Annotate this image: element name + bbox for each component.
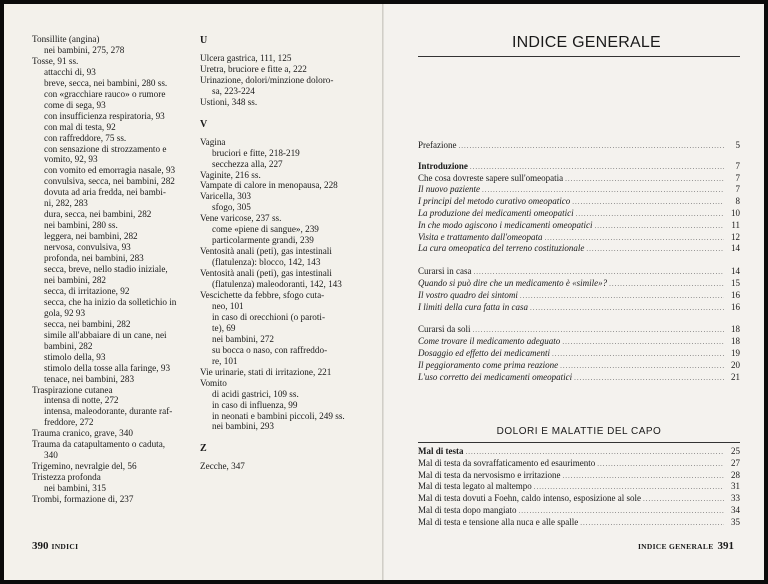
toc-page-number: 7 — [735, 184, 740, 195]
toc-entry-title: Curarsi in casa — [418, 266, 472, 277]
index-subentry: gola, 92 93 — [44, 307, 86, 318]
title-rule — [418, 56, 740, 57]
toc-row — [418, 517, 740, 529]
index-subentry: tenace, nei bambini, 283 — [44, 373, 135, 384]
index-letter-heading: U — [200, 35, 208, 46]
section-heading: DOLORI E MALATTIE DEL CAPO — [496, 426, 662, 437]
dot-leader — [545, 234, 725, 242]
toc-entry-title: Curarsi da soli — [418, 324, 471, 335]
toc-entry-title: Mal di testa da nervosismo e irritazione — [418, 469, 561, 480]
left-page — [4, 4, 382, 580]
index-subentry: su bocca o naso, con raffreddo- — [212, 344, 328, 355]
toc-row — [418, 196, 740, 208]
dot-leader — [466, 448, 725, 456]
toc-entry-title: Il nuovo paziente — [418, 184, 480, 195]
index-subentry: nei bambini, 272 — [212, 333, 275, 344]
toc-page-number: 14 — [731, 243, 740, 254]
index-subentry: attacchi di, 93 — [44, 66, 96, 77]
toc-page-number: 16 — [731, 301, 740, 312]
dot-leader — [560, 362, 724, 370]
section-rule — [418, 442, 740, 443]
dot-leader — [574, 374, 724, 382]
toc-row — [418, 505, 740, 517]
group-spacer — [418, 255, 740, 266]
index-subentry: dura, secca, nei bambini, 282 — [44, 209, 152, 220]
toc-row — [418, 278, 740, 290]
toc-entry-title: Mal di testa da sovraffaticamento ed esaurimento — [418, 457, 596, 468]
index-subentry: stimolo della, 93 — [44, 351, 106, 362]
right-folio — [638, 540, 734, 552]
dot-leader — [473, 326, 725, 334]
index-entry: Zecche, 347 — [200, 461, 245, 472]
index-entry: Trauma cranico, grave, 340 — [32, 428, 133, 439]
toc-row — [418, 360, 740, 372]
toc-row — [418, 372, 740, 384]
index-subentry: ni, 282, 283 — [44, 198, 88, 209]
toc-row — [418, 336, 740, 348]
index-entry: Vagina — [200, 136, 226, 147]
toc-row — [418, 290, 740, 302]
toc-page-number: 16 — [731, 289, 740, 300]
index-subentry: nei bambini, 315 — [44, 483, 107, 494]
toc-page-number: 12 — [731, 231, 740, 242]
dot-leader — [482, 186, 724, 194]
index-subentry: nei bambini, 282 — [44, 274, 107, 285]
toc-page-number: 33 — [731, 493, 740, 504]
dot-leader — [470, 163, 724, 171]
index-entry: Uretra, bruciore e fitte a, 222 — [200, 63, 307, 74]
index-subentry: secchezza alla, 227 — [212, 158, 283, 169]
toc-page-number: 5 — [735, 140, 740, 150]
index-entry: Ventosità anali (peti), gas intestinali — [200, 268, 332, 279]
index-subentry: te), 69 — [212, 322, 236, 333]
index-subentry: con vomito ed emorragia nasale, 93 — [44, 165, 176, 176]
section-list — [418, 446, 740, 529]
index-entry: Vene varicose, 237 ss. — [200, 213, 282, 224]
index-subentry: neo, 101 — [212, 300, 244, 311]
toc-row — [418, 173, 740, 185]
index-entry: Tristezza profonda — [32, 472, 101, 483]
toc-entry-title: Prefazione — [418, 140, 457, 150]
dot-leader — [530, 304, 724, 312]
index-subentry: profonda, nei bambini, 283 — [44, 253, 144, 264]
index-subentry: dovuta ad aria fredda, nei bambi- — [44, 187, 166, 198]
index-subentry: convulsiva, secca, nei bambini, 282 — [44, 176, 175, 187]
toc-entry-title: Visita e trattamento dall'omeopata — [418, 231, 543, 242]
toc-page-number: 35 — [731, 516, 740, 527]
dot-leader — [473, 268, 724, 276]
index-entry: Trigemino, nevralgie del, 56 — [32, 461, 137, 472]
index-subentry: stimolo della tosse alla faringe, 93 — [44, 362, 171, 373]
toc-page-number: 28 — [731, 469, 740, 480]
index-subentry: vomito, 92, 93 — [44, 154, 98, 165]
index-subentry: nei bambini, 293 — [212, 421, 275, 432]
toc-row — [418, 481, 740, 493]
toc-row — [418, 458, 740, 470]
index-subentry: nei bambini, 280 ss. — [44, 220, 118, 231]
index-subentry: con «gracchiare rauco» o rumore — [44, 88, 166, 99]
toc-entry-title: La cura omeopatica del terreno costituzionale — [418, 243, 585, 254]
index-subentry: freddore, 272 — [44, 417, 94, 428]
index-subentry: secca, nei bambini, 282 — [44, 318, 131, 329]
index-subentry: particolarmente grandi, 239 — [212, 235, 314, 246]
dot-leader — [562, 338, 724, 346]
toc-page-number: 18 — [731, 324, 740, 335]
toc-entry-title: Mal di testa dovuti a Foehn, caldo intenso, esposizione al sole — [418, 493, 641, 504]
index-subentry: con raffreddore, 75 ss. — [44, 132, 127, 143]
toc-entry-title: Mal di testa — [418, 446, 464, 456]
toc-entry-title: Dosaggio ed effetto dei medicamenti — [418, 347, 550, 358]
index-subentry: in caso di orecchioni (o paroti- — [212, 311, 326, 322]
index-subentry: secca, di irritazione, 92 — [44, 285, 130, 296]
toc-entry-title: Mal di testa legato al maltempo — [418, 481, 532, 492]
toc-row — [418, 140, 740, 152]
dot-leader — [534, 483, 724, 491]
toc-page-number: 15 — [731, 277, 740, 288]
index-entry: Vie urinarie, stati di irritazione, 221 — [200, 366, 332, 377]
index-entry: Vomito — [200, 377, 227, 388]
index-entry: Varicella, 303 — [200, 191, 252, 202]
index-subentry: nei bambini, 275, 278 — [44, 44, 125, 55]
index-letter-heading: V — [200, 118, 208, 130]
toc-page-number: 25 — [731, 446, 740, 456]
index-subentry: simile all'abbaiare di un cane, nei — [44, 329, 167, 340]
toc-list — [418, 140, 740, 383]
index-subentry: con mal di testa, 92 — [44, 121, 116, 132]
dot-leader — [597, 460, 724, 468]
index-subentry: intensa di notte, 272 — [44, 395, 119, 406]
index-entry: Vaginite, 216 ss. — [200, 169, 261, 180]
index-subentry: secca, breve, nello stadio iniziale, — [44, 264, 168, 275]
left-running-head: INDICI — [51, 542, 79, 551]
toc-row — [418, 302, 740, 314]
index-entry: Urinazione, dolori/minzione doloro- — [200, 74, 334, 85]
index-entry: Tosse, 91 ss. — [32, 55, 79, 66]
index-entry: Trombi, formazione di, 237 — [32, 494, 134, 505]
dot-leader — [518, 507, 724, 515]
dot-leader — [552, 350, 724, 358]
index-subentry: breve, secca, nei bambini, 280 ss. — [44, 77, 168, 88]
toc-page-number: 14 — [731, 266, 740, 277]
toc-row — [418, 161, 740, 173]
index-subentry: (flatulenza) maleodoranti, 142, 143 — [212, 279, 342, 290]
index-subentry: 340 — [44, 450, 58, 461]
dot-leader — [609, 280, 724, 288]
toc-title: INDICE GENERALE — [512, 34, 661, 51]
dot-leader — [562, 472, 724, 480]
index-subentry: con insufficienza respiratoria, 93 — [44, 110, 165, 121]
toc-entry-title: Che cosa dovreste sapere sull'omeopatia — [418, 172, 564, 183]
index-subentry: secca, che ha inizio da solletichio in — [44, 296, 177, 307]
toc-row — [418, 232, 740, 244]
index-entry: Ventosità anali (peti), gas intestinali — [200, 246, 332, 257]
toc-row — [418, 184, 740, 196]
index-letter-heading: Z — [200, 443, 207, 455]
toc-page-number: 7 — [735, 172, 740, 183]
group-spacer — [418, 152, 740, 161]
toc-page-number: 31 — [731, 481, 740, 492]
index-subentry: con sensazione di strozzamento e — [44, 143, 167, 154]
toc-page-number: 8 — [735, 196, 740, 207]
index-column-1 — [32, 34, 192, 505]
index-subentry: bambini, 282 — [44, 340, 93, 351]
toc-page-number: 18 — [731, 336, 740, 347]
index-column-2 — [200, 34, 360, 472]
toc-entry-title: Il vostro quadro dei sintomi — [418, 289, 518, 300]
toc-page-number: 27 — [731, 457, 740, 468]
toc-entry-title: Quando si può dire che un medicamento è «simile»? — [418, 277, 608, 288]
toc-row — [418, 470, 740, 482]
toc-row — [418, 208, 740, 220]
index-subentry: come di sega, 93 — [44, 99, 106, 110]
index-subentry: sa, 223-224 — [212, 85, 255, 96]
dot-leader — [580, 519, 724, 527]
toc-entry-title: Mal di testa e tensione alla nuca e alle spalle — [418, 516, 579, 527]
index-entry: Ustioni, 348 ss. — [200, 96, 258, 107]
dot-leader — [565, 175, 724, 183]
index-subentry: come «piene di sangue», 239 — [212, 224, 319, 235]
index-entry: Ulcera gastrica, 111, 125 — [200, 52, 292, 63]
dot-leader — [572, 198, 724, 206]
dot-leader — [458, 142, 724, 150]
toc-page-number: 19 — [731, 347, 740, 358]
toc-entry-title: I limiti della cura fatta in casa — [418, 301, 528, 312]
index-subentry: (flatulenza): blocco, 142, 143 — [212, 257, 321, 268]
index-subentry: sfogo, 305 — [212, 202, 251, 213]
toc-page-number: 21 — [731, 371, 740, 382]
index-entry: Vampate di calore in menopausa, 228 — [200, 180, 338, 191]
group-spacer — [418, 313, 740, 324]
toc-page-number: 7 — [735, 160, 740, 171]
toc-row — [418, 348, 740, 360]
left-page-number: 390 — [32, 540, 49, 552]
toc-entry-title: La produzione dei medicamenti omeopatici — [418, 207, 574, 218]
toc-page-number: 11 — [731, 219, 740, 230]
toc-row — [418, 220, 740, 232]
index-subentry: nervosa, convulsiva, 93 — [44, 242, 131, 253]
toc-entry-title: Mal di testa dopo mangiato — [418, 504, 517, 515]
index-entry: Trauma da catapultamento o caduta, — [32, 439, 166, 450]
dot-leader — [643, 495, 724, 503]
dot-leader — [520, 292, 724, 300]
index-subentry: intensa, maleodorante, durante raf- — [44, 406, 173, 417]
index-subentry: in caso di influenza, 99 — [212, 399, 298, 410]
toc-row — [418, 446, 740, 458]
toc-row — [418, 266, 740, 278]
index-subentry: in neonati e bambini piccoli, 249 ss. — [212, 410, 345, 421]
dot-leader — [576, 210, 724, 218]
toc-page-number: 20 — [731, 359, 740, 370]
left-folio — [32, 540, 78, 552]
toc-row — [418, 324, 740, 336]
toc-row — [418, 243, 740, 255]
dot-leader — [594, 222, 724, 230]
toc-entry-title: L'uso corretto dei medicamenti omeopatici — [418, 371, 573, 382]
index-entry: Traspirazione cutanea — [32, 384, 113, 395]
toc-entry-title: Introduzione — [418, 160, 468, 171]
toc-entry-title: In che modo agiscono i medicamenti omeopatici — [418, 219, 593, 230]
dot-leader — [586, 245, 724, 253]
toc-page-number: 34 — [731, 504, 740, 515]
index-subentry: leggera, nei bambini, 282 — [44, 231, 138, 242]
index-entry: Tonsillite (angina) — [32, 34, 100, 44]
toc-page-number: 10 — [731, 207, 740, 218]
right-page — [384, 4, 764, 580]
right-page-number: 391 — [717, 540, 734, 552]
index-entry: Vescichette da febbre, sfogo cuta- — [200, 290, 325, 301]
toc-row — [418, 493, 740, 505]
toc-entry-title: Come trovare il medicamento adeguato — [418, 336, 561, 347]
index-subentry: re, 101 — [212, 355, 238, 366]
index-subentry: di acidi gastrici, 109 ss. — [212, 388, 299, 399]
right-running-head: INDICE GENERALE — [637, 542, 714, 551]
toc-entry-title: Il peggioramento come prima reazione — [418, 359, 559, 370]
index-subentry: bruciori e fitte, 218-219 — [212, 147, 300, 158]
toc-entry-title: I principi del metodo curativo omeopatico — [418, 196, 571, 207]
